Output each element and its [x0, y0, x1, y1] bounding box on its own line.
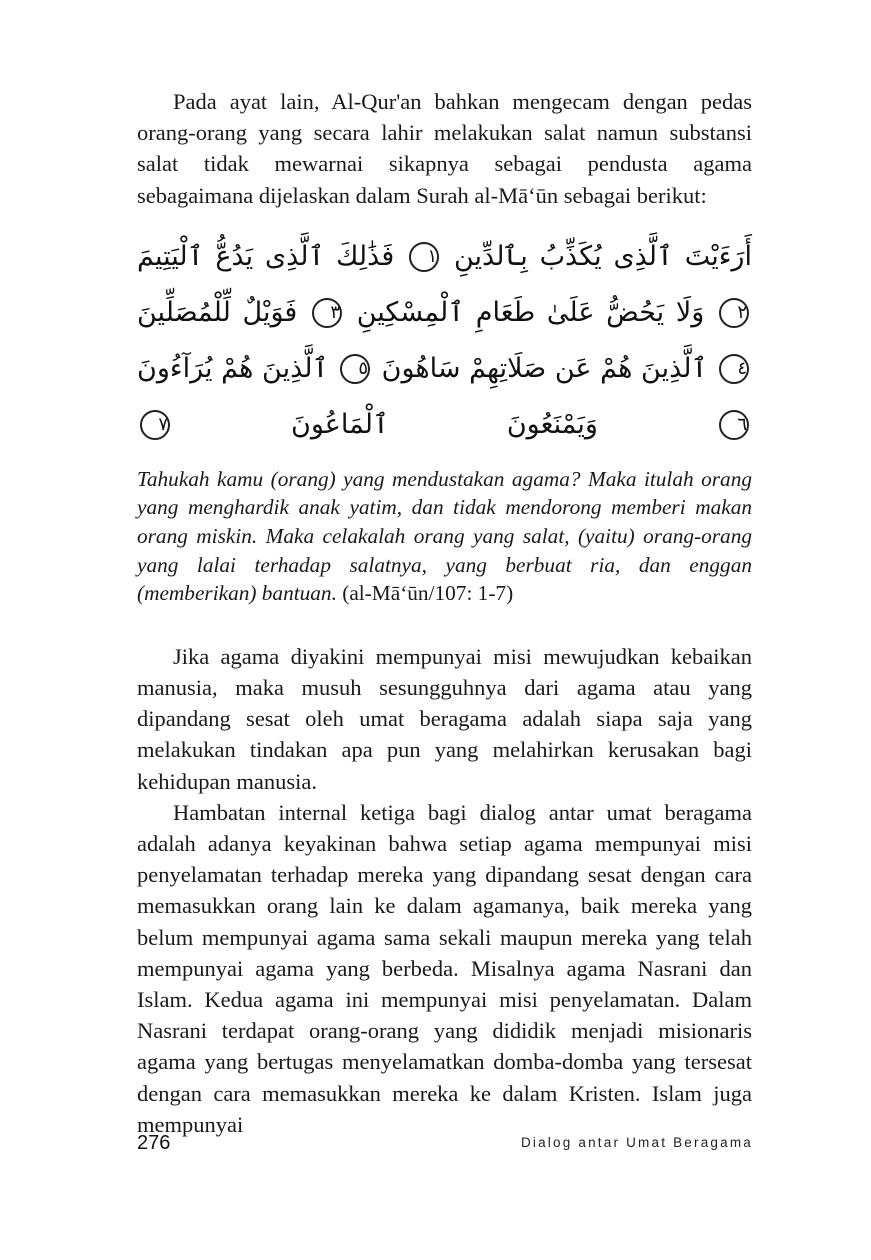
arabic-verse-7: وَيَمْنَعُونَ ٱلْمَاعُونَ	[291, 408, 598, 440]
arabic-verse-4: فَوَيْلٌ لِّلْمُصَلِّينَ	[137, 296, 298, 328]
page-number: 276	[137, 1132, 171, 1154]
section-spacer	[137, 608, 752, 641]
arabic-verse-2: فَذَٰلِكَ ٱلَّذِى يَدُعُّ ٱلْيَتِيمَ	[137, 240, 395, 272]
running-title: Dialog antar Umat Beragama	[520, 1135, 753, 1150]
page-content	[137, 86, 752, 1140]
arabic-verse-3: وَلَا يَحُضُّ عَلَىٰ طَعَامِ ٱلْمِسْكِينِ	[356, 296, 705, 328]
verse-translation	[137, 465, 752, 608]
ayah-number-2: ٢	[719, 298, 749, 328]
arabic-verse-block	[137, 229, 752, 453]
arabic-verse-6: ٱلَّذِينَ هُمْ يُرَآءُونَ	[137, 352, 329, 384]
ayah-number-5: ٥	[340, 354, 370, 384]
paragraph-internal-obstacle: Hambatan internal ketiga bagi dialog antar umat beragama adalah adanya keyakinan bahwa setiap agama mempunyai misi penyelamatan terhadap mereka yang dipandang sesat dengan cara memasukkan orang lain ke dalam agamanya, baik mereka yang belum mempunyai agama sama sekali maupun mereka yang telah mempunyai agama yang berbeda. Misalnya agama Nasrani dan Islam. Kedua agama ini mempunyai misi penyelamatan. Dalam Nasrani terdapat orang-orang yang dididik menjadi misionaris agama yang bertugas menyelamatkan domba-domba yang tersesat dengan cara memasukkan mereka ke dalam Kristen. Islam juga mempunyai	[137, 799, 752, 1137]
ayah-number-4: ٤	[719, 354, 749, 384]
ayah-number-6: ٦	[719, 410, 749, 440]
arabic-verse-1: أَرَءَيْتَ ٱلَّذِى يُكَذِّبُ بِٱلدِّينِ	[453, 240, 752, 272]
translation-text: Tahukah kamu (orang) yang mendustakan agama? Maka itulah orang yang menghardik anak yatim, dan tidak mendorong memberi makan orang miskin. Maka celakalah orang yang salat, (yaitu) orang-orang yang lalai terhadap salatnya, yang berbuat ria, dan enggan (memberikan) bantuan.	[137, 466, 752, 606]
ayah-number-1: ١	[409, 242, 439, 272]
ayah-number-7: ٧	[140, 410, 170, 440]
paragraph-intro: Pada ayat lain, Al-Qur'an bahkan mengecam dengan pedas orang-orang yang secara lahir melakukan salat namun substansi salat tidak mewarnai sikapnya sebagai pendusta agama sebagaimana dijelaskan dalam Surah al-Mā‘ūn sebagai berikut:	[137, 89, 752, 208]
paragraph-mission: Jika agama diyakini mempunyai misi mewujudkan kebaikan manusia, maka musuh sesungguhnya dari agama atau yang dipandang sesat oleh umat beragama adalah siapa saja yang melakukan tindakan apa pun yang melahirkan kerusakan bagi kehidupan manusia.	[137, 643, 752, 794]
arabic-verse-5: ٱلَّذِينَ هُمْ عَن صَلَاتِهِمْ سَاهُونَ	[381, 352, 708, 384]
translation-reference: (al-Mā‘ūn/107: 1-7)	[336, 581, 514, 606]
ayah-number-3: ٣	[312, 298, 342, 328]
